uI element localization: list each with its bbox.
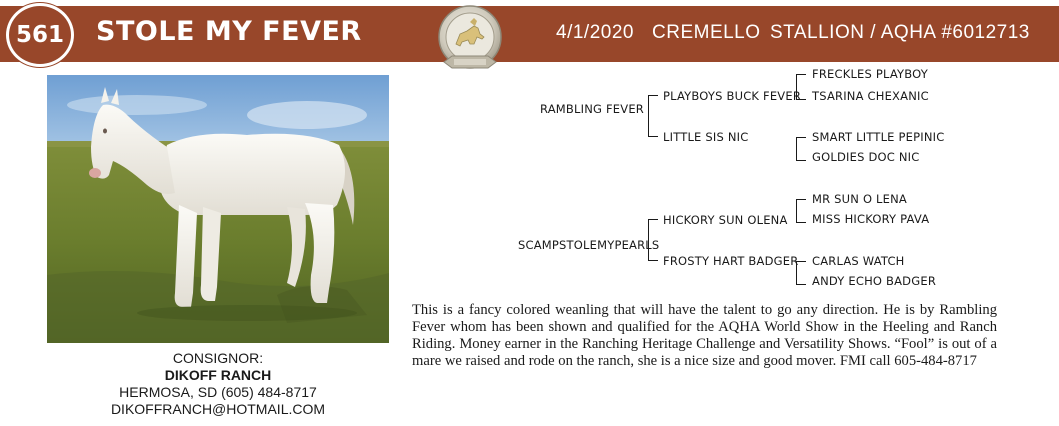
pedigree-dam-sire-dam: MISS HICKORY PAVA [812, 212, 930, 226]
lot-number-badge [6, 3, 74, 67]
pedigree-dam: SCAMPSTOLEMYPEARLS [518, 238, 660, 252]
pedigree-dam-dam: FROSTY HART BADGER [663, 254, 799, 268]
foal-date: 4/1/2020 [556, 22, 634, 43]
horse-photo [47, 75, 389, 343]
pedigree-sire-dam: LITTLE SIS NIC [663, 130, 749, 144]
pedigree-dam-sire: HICKORY SUN OLENA [663, 213, 788, 227]
pedigree-bracket [648, 95, 658, 137]
consignor-email: DIKOFFRANCH@HOTMAIL.COM [110, 401, 326, 417]
horse-color: CREMELLO [652, 22, 761, 43]
pedigree-sire-dam-sire: SMART LITTLE PEPINIC [812, 130, 945, 144]
pedigree-dam-dam-sire: CARLAS WATCH [812, 254, 905, 268]
pedigree-bracket [796, 261, 806, 285]
pedigree-dam-sire-sire: MR SUN O LENA [812, 192, 907, 206]
horse-description: This is a fancy colored weanling that will have the talent to go any direction. He is by Rambling Fever whom has been shown and qualified for the AQHA World Show in the Heeling and Ranch Riding. Money earner in the Ranching Heritage Challenge and Versatility Shows. “Fool” is out of a mare we raised and rode on the ranch, she is a nice size and good mover. FMI call 605-484-8717 [412, 302, 997, 369]
pedigree-bracket [796, 137, 806, 161]
consignor-name: DIKOFF RANCH [164, 367, 272, 383]
pedigree-bracket [796, 199, 806, 223]
lot-number: 561 [15, 22, 64, 48]
pedigree-sire: RAMBLING FEVER [540, 102, 644, 116]
pedigree-sire-sire-dam: TSARINA CHEXANIC [812, 89, 929, 103]
pedigree-sire-sire: PLAYBOYS BUCK FEVER [663, 89, 802, 103]
horse-name: STOLE MY FEVER [96, 16, 362, 47]
sex-registry: STALLION / AQHA #6012713 [770, 22, 1030, 43]
pedigree-dam-dam-dam: ANDY ECHO BADGER [812, 274, 937, 288]
consignor-block [47, 350, 389, 418]
ranch-horse-seal-icon [434, 4, 506, 76]
consignor-label: CONSIGNOR: [172, 350, 264, 366]
consignor-location-phone: HERMOSA, SD (605) 484-8717 [119, 384, 317, 400]
pedigree-bracket [648, 219, 658, 261]
pedigree-bracket [796, 74, 806, 100]
pedigree-sire-dam-dam: GOLDIES DOC NIC [812, 150, 920, 164]
pedigree-sire-sire-sire: FRECKLES PLAYBOY [812, 67, 929, 81]
